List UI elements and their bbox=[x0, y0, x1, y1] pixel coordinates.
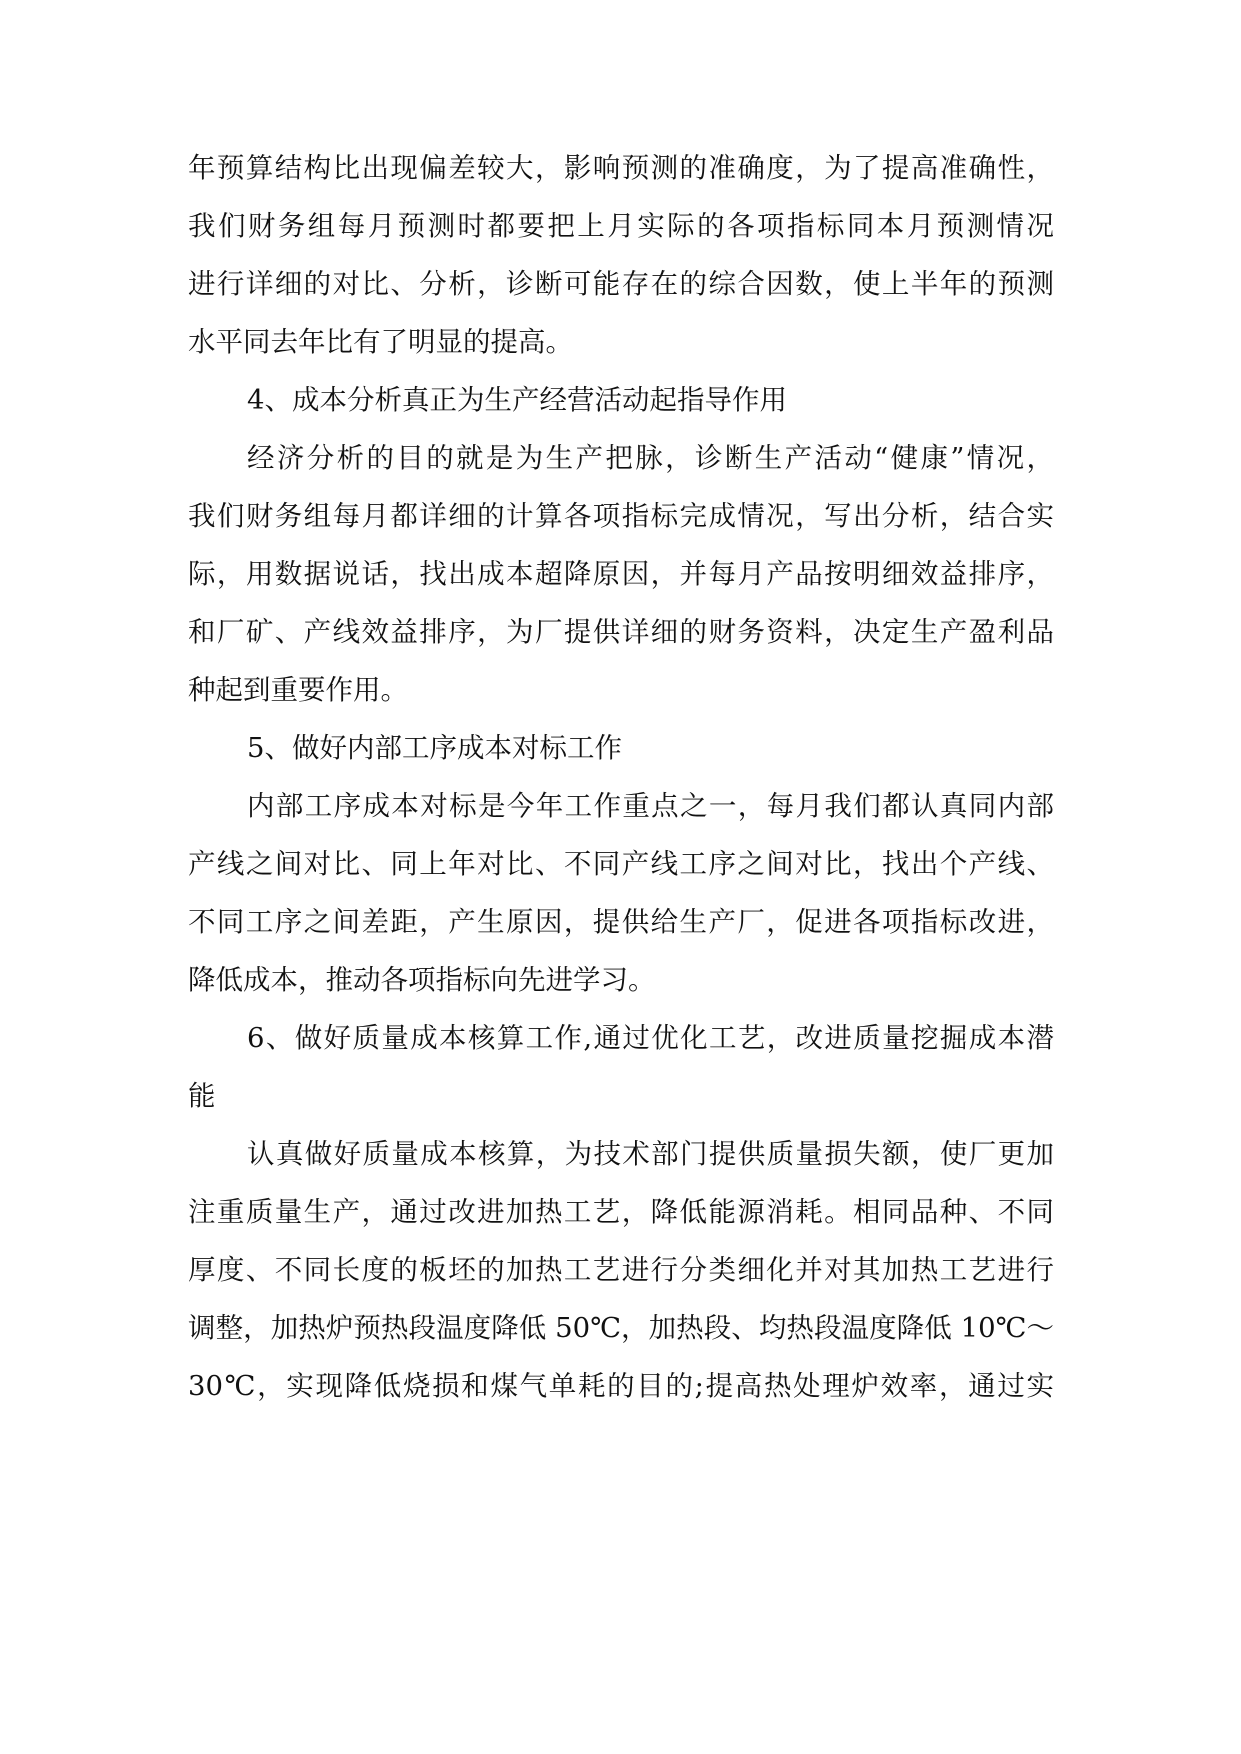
text-line: 水平同去年比有了明显的提高。 bbox=[188, 326, 573, 358]
text-line: 认真做好质量成本核算，为技术部门提供质量损失额，使厂更加 bbox=[247, 1138, 1054, 1170]
text-line: 降低成本，推动各项指标向先进学习。 bbox=[188, 964, 656, 996]
section-heading: 4、成本分析真正为生产经营活动起指导作用 bbox=[247, 384, 787, 416]
text-line: 注重质量生产，通过改进加热工艺，降低能源消耗。相同品种、不同 bbox=[188, 1196, 1054, 1228]
text-line: 我们财务组每月预测时都要把上月实际的各项指标同本月预测情况 bbox=[188, 210, 1054, 242]
text-line: 经济分析的目的就是为生产把脉，诊断生产活动“健康”情况， bbox=[247, 442, 1054, 474]
text-line: 内部工序成本对标是今年工作重点之一，每月我们都认真同内部 bbox=[247, 790, 1054, 822]
text-line: 种起到重要作用。 bbox=[188, 674, 408, 706]
section-heading: 能 bbox=[188, 1080, 216, 1112]
text-line: 年预算结构比出现偏差较大，影响预测的准确度，为了提高准确性， bbox=[188, 152, 1054, 184]
text-line: 我们财务组每月都详细的计算各项指标完成情况，写出分析，结合实 bbox=[188, 500, 1054, 532]
text-line: 厚度、不同长度的板坯的加热工艺进行分类细化并对其加热工艺进行 bbox=[188, 1254, 1054, 1286]
text-line: 产线之间对比、同上年对比、不同产线工序之间对比，找出个产线、 bbox=[188, 848, 1054, 880]
text-line: 调整，加热炉预热段温度降低 50℃，加热段、均热段温度降低 10℃～ bbox=[188, 1312, 1054, 1344]
section-heading: 5、做好内部工序成本对标工作 bbox=[247, 732, 622, 764]
text-line: 进行详细的对比、分析，诊断可能存在的综合因数，使上半年的预测 bbox=[188, 268, 1054, 300]
text-line: 30℃，实现降低烧损和煤气单耗的目的;提高热处理炉效率，通过实 bbox=[188, 1370, 1054, 1402]
text-line: 际，用数据说话，找出成本超降原因，并每月产品按明细效益排序， bbox=[188, 558, 1054, 590]
section-heading: 6、做好质量成本核算工作,通过优化工艺，改进质量挖掘成本潜 bbox=[247, 1022, 1054, 1054]
text-line: 不同工序之间差距，产生原因，提供给生产厂，促进各项指标改进， bbox=[188, 906, 1054, 938]
text-line: 和厂矿、产线效益排序，为厂提供详细的财务资料，决定生产盈利品 bbox=[188, 616, 1054, 648]
